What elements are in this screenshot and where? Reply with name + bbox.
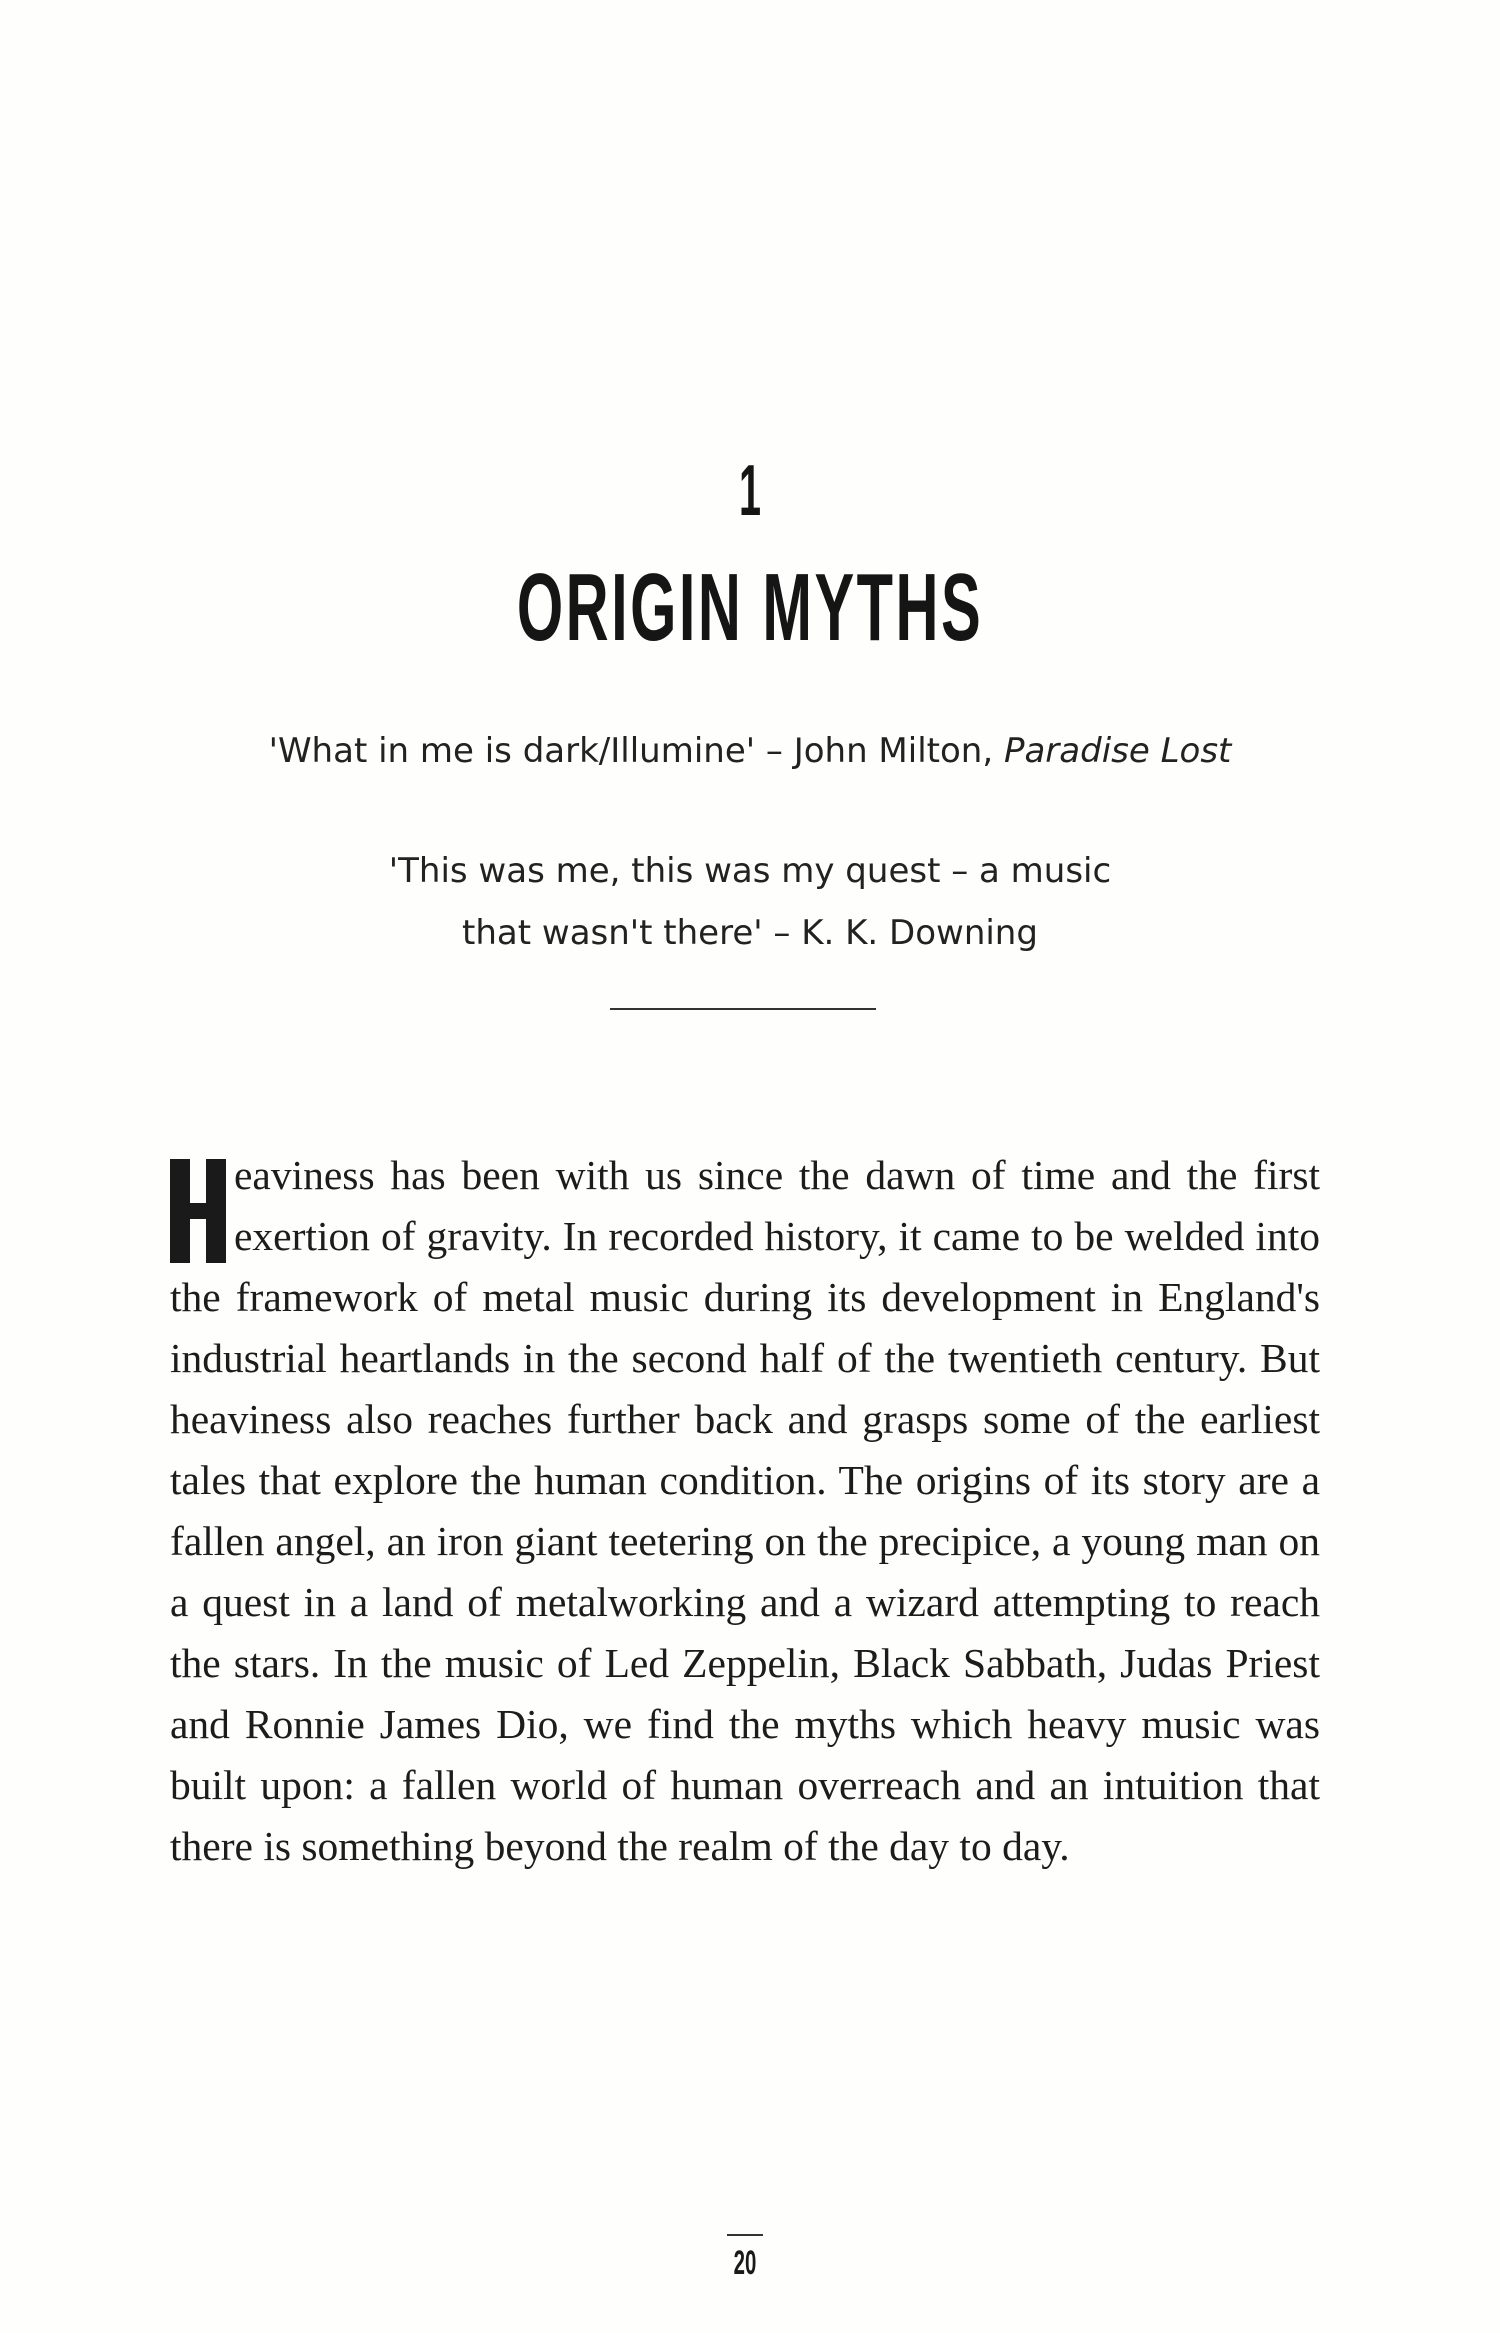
epigraph-milton-source: Paradise Lost <box>1003 731 1232 771</box>
epigraph-downing-line-2: that wasn't there' – K. K. Downing <box>462 913 1038 953</box>
epigraph-milton-quote: 'What in me is dark/Illumine' – John Milton, <box>268 731 1004 771</box>
section-divider <box>610 1008 876 1010</box>
drop-cap <box>170 1159 226 1263</box>
chapter-title: ORIGIN MYTHS <box>516 554 984 661</box>
epigraph-downing <box>0 840 1500 964</box>
body-paragraph <box>170 1145 1320 1877</box>
page-number-rule <box>727 2234 763 2236</box>
chapter-number: 1 <box>738 451 762 531</box>
page-number: 20 <box>733 2244 757 2282</box>
body-text: eaviness has been with us since the dawn of time and the first exertion of gravity. In recorded history, it came to be welded into the framework of metal music during its development in England's industrial heartlands in the second half of the twentieth century. But heaviness also reaches further back and grasps some of the earliest tales that explore the human condition. The origins of its story are a fallen angel, an iron giant teetering on the precipice, a young man on a quest in a land of metalworking and a wizard attempting to reach the stars. In the music of Led Zeppelin, Black Sabbath, Judas Priest and Ronnie James Dio, we find the myths which heavy music was built upon: a fallen world of human overreach and an intuition that there is something beyond the realm of the day to day. <box>170 1152 1320 1869</box>
epigraph-milton <box>0 720 1500 782</box>
epigraph-downing-line-1: 'This was me, this was my quest – a music <box>388 851 1112 891</box>
